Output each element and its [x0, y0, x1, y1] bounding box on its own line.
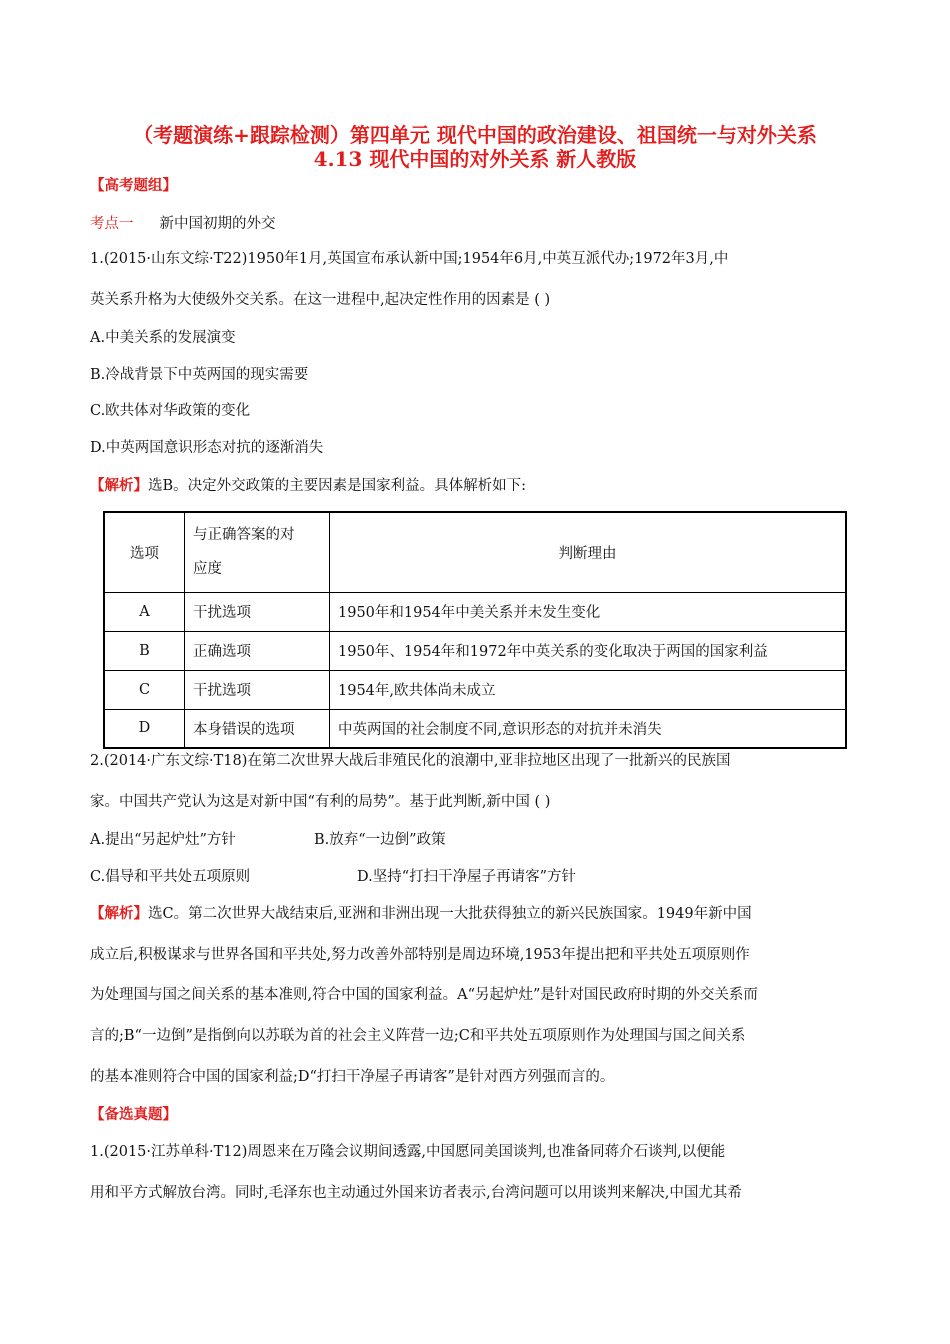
q3-stem-line2: 用和平方式解放台湾。同时,毛泽东也主动通过外国来访者表示,台湾问题可以用谈判来解决,中国尤其希 [90, 1185, 742, 1201]
q2-stem-line1: 2.(2014·广东文综·T18)在第二次世界大战后非殖民化的浪潮中,亚非拉地区出现了一批新兴的民族国 [90, 753, 731, 769]
row-reason: 中英两国的社会制度不同,意识形态的对抗并未消失 [330, 709, 847, 748]
document-title-line1: （考题演练+跟踪检测）第四单元 现代中国的政治建设、祖国统一与对外关系 [133, 123, 817, 147]
analysis-tag: 【解析】 [90, 905, 148, 922]
q2-option-a: A.提出“另起炉灶”方针 [90, 832, 236, 848]
q2-analysis-line5: 的基本准则符合中国的国家利益;D“打扫干净屋子再请客”是针对西方列强而言的。 [90, 1069, 615, 1085]
kaodian-text: 新中国初期的外交 [159, 216, 276, 232]
q1-option-b: B.冷战背景下中英两国的现实需要 [90, 367, 309, 383]
header-reason: 判断理由 [330, 512, 847, 592]
q1-stem-line2: 英关系升格为大使级外交关系。在这一进程中,起决定性作用的因素是 ( ) [90, 292, 551, 308]
table-header-row [104, 512, 846, 592]
q1-option-a: A.中美关系的发展演变 [90, 330, 236, 346]
header-degree-line1: 与正确答案的对 [193, 527, 295, 544]
row-degree: 干扰选项 [185, 670, 330, 709]
analysis-tag: 【解析】 [90, 477, 148, 494]
row-degree: 正确选项 [185, 631, 330, 670]
row-option: D [104, 709, 185, 748]
row-degree: 本身错误的选项 [185, 709, 330, 748]
analysis-text: 选B。决定外交政策的主要因素是国家利益。具体解析如下: [148, 478, 527, 494]
row-option: B [104, 631, 185, 670]
section-heading-gaokao: 【高考题组】 [90, 177, 177, 194]
q1-option-c: C.欧共体对华政策的变化 [90, 403, 251, 419]
kaodian-heading [90, 214, 276, 234]
header-option: 选项 [104, 512, 185, 592]
table-row [104, 592, 846, 631]
row-reason: 1954年,欧共体尚未成立 [330, 670, 847, 709]
document-title-line2: 4.13 现代中国的对外关系 新人教版 [313, 147, 637, 171]
header-degree-line2: 应度 [193, 561, 222, 578]
section-heading-beixuan: 【备选真题】 [90, 1106, 177, 1123]
q2-analysis-line3: 为处理国与国之间关系的基本准则,符合中国的国家利益。A“另起炉灶”是针对国民政府时期的外交关系而 [90, 987, 758, 1003]
q2-option-b: B.放弃“一边倒”政策 [314, 832, 446, 848]
q2-analysis-line4: 言的;B“一边倒”是指倒向以苏联为首的社会主义阵营一边;C和平共处五项原则作为处理国与国之间关系 [90, 1028, 746, 1044]
q2-analysis-line1 [90, 904, 752, 924]
q1-analysis [90, 476, 526, 496]
q2-analysis-line2: 成立后,积极谋求与世界各国和平共处,努力改善外部特别是周边环境,1953年提出把和平共处五项原则作 [90, 947, 750, 963]
q2-option-d: D.坚持“打扫干净屋子再请客”方针 [357, 869, 577, 885]
header-degree [185, 512, 330, 592]
q2-stem-line2: 家。中国共产党认为这是对新中国“有利的局势”。基于此判断,新中国 ( ) [90, 794, 551, 810]
q1-stem-line1: 1.(2015·山东文综·T22)1950年1月,英国宣布承认新中国;1954年6月,中英互派代办;1972年3月,中 [90, 251, 729, 267]
row-option: C [104, 670, 185, 709]
row-reason: 1950年和1954年中美关系并未发生变化 [330, 592, 847, 631]
q2-option-c: C.倡导和平共处五项原则 [90, 869, 251, 885]
kaodian-label: 考点一 [90, 216, 134, 232]
row-reason: 1950年、1954年和1972年中英关系的变化取决于两国的国家利益 [330, 631, 847, 670]
analysis-text: 选C。第二次世界大战结束后,亚洲和非洲出现一大批获得独立的新兴民族国家。1949年新中国 [148, 906, 752, 922]
table-row [104, 709, 846, 748]
table-row [104, 631, 846, 670]
row-degree: 干扰选项 [185, 592, 330, 631]
q3-stem-line1: 1.(2015·江苏单科·T12)周恩来在万隆会议期间透露,中国愿同美国谈判,也准备同蒋介石谈判,以便能 [90, 1144, 726, 1160]
row-option: A [104, 592, 185, 631]
table-row [104, 670, 846, 709]
analysis-table [103, 511, 847, 749]
q1-option-d: D.中英两国意识形态对抗的逐渐消失 [90, 440, 324, 456]
